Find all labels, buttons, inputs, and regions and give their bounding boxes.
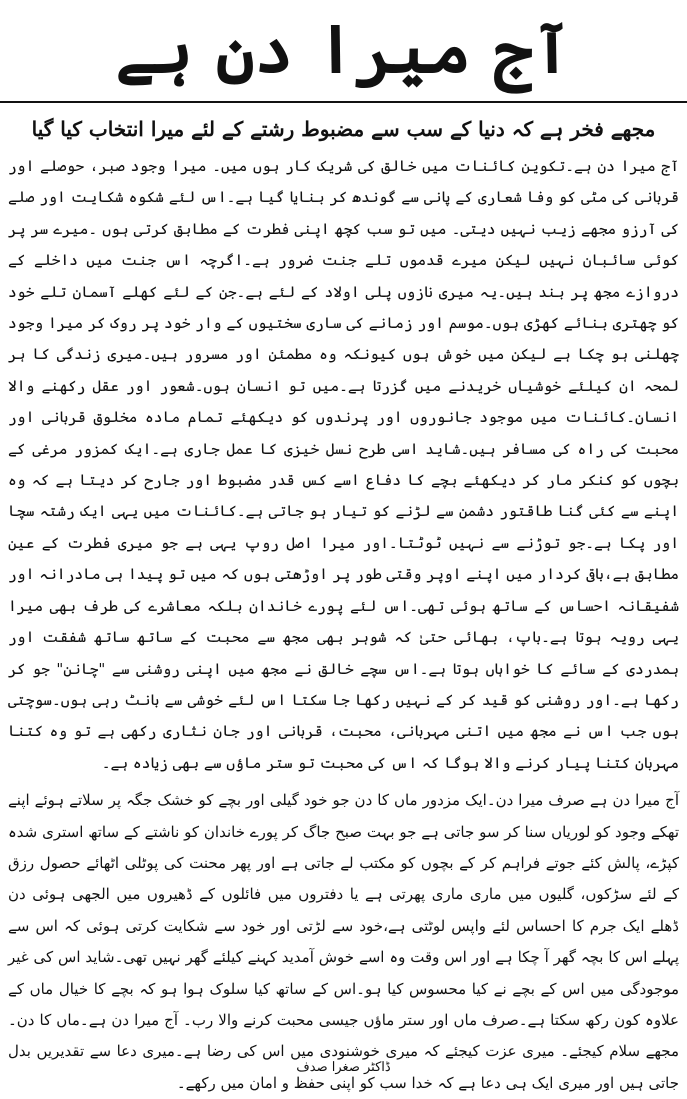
paragraph: آج میرا دن ہے۔تکوین کائنات میں خالق کی شریک کار ہوں میں۔ میرا وجود صبر، حوصلے اور قربانی کی مٹی کو وفا شعاری کے پانی سے گوندھ کر بنایا گیا ہے۔اس لئے شکوہ شکایت اور صلے کی آرزو مجھے زیب نہیں دیتی۔ میں تو سب کچھ اپنی فطرت کے مطابق کرتی ہوں ۔میرے سر پر کوئی سائبان نہیں لیکن میرے قدموں تلے جنت ضرور ہے۔اگرچہ اس جنت میں داخلے کے دروازے مجھ پر بند ہیں۔یہ میری نازوں پلی اولاد کے لئے ہے۔جن کے لئے کھلے آسمان تلے خود کو چھتری بنائے کھڑی ہوں۔موسم اور زمانے کی ساری سختیوں کے وار خود پر روک کر میرا وجود چھلنی ہو چکا ہے لیکن میں خوش ہوں کیونکہ وہ مطمئن اور مسرور ہیں۔میری زندگی کا ہر لمحہ ان کیلئے خوشیاں خریدنے میں گزرتا ہے۔میں تو انسان ہوں۔شعور اور عقل رکھنے والا انسان۔کائنات میں موجود جانوروں اور پرندوں کو دیکھئے تمام مادہ مخلوق قربانی اور محبت کی راہ کی مسافر ہیں۔شاید اسی طرح نسل خیزی کا عمل جاری ہے۔ایک کمزور مرغی کے بچوں کو کنکر مار کر دیکھئے بچے کا دفاع اسے کس قدر مضبوط اور جارح کر دیتا ہے کہ وہ اپنے سے کئی گنا طاقتور دشمن سے لڑنے کو تیار ہو جاتی ہے۔کائنات میں یہی ایک رشتہ سچا اور پکا ہے۔جو توڑنے سے نہیں ٹوٹتا۔اور میرا اصل روپ یہی ہے جو میری فطرت کے عین مطابق ہے،باقی کردار میں اپنے اوپر وقتی طور پر اوڑھتی ہوں کہ میں تو پیدا ہی مادرانہ اور شفیقانہ احساس کے ساتھ ہوئی تھی۔اس لئے پورے خاندان بلکہ معاشرے کی طرف بھی میرا یہی رویہ ہوتا ہے۔باپ، بھائی حتیٰ کہ شوہر بھی مجھ سے محبت کے ساتھ ساتھ شفقت اور ہمدردی کے سائے کا خواہاں ہوتا ہے۔اس سچے خالق نے مجھ میں اپنی روشنی سے "چانن" جو کر رکھا ہے۔اور روشنی کو قید کر کے نہیں رکھا جا سکتا اس لئے خوشی سے بانٹ رہی ہوں۔سوچتی ہوں جب اس نے مجھ میں اتنی مہربانی، محبت، قربانی اور جان نثاری رکھی ہے تو وہ کتنا مہربان کتنا پیار کرنے والا ہوگا کہ اس کی محبت تو ستر ماؤں سے بھی زیادہ ہے۔ [8, 157, 679, 772]
headline: آج میرا دن ہے [115, 10, 572, 88]
subtitle: مجھے فخر ہے کہ دنیا کے سب سے مضبوط رشتے کے لئے میرا انتخاب کیا گیا [31, 117, 656, 141]
paragraph: آج میرا دن ہے صرف میرا دن۔ایک مزدور ماں کا دن جو خود گیلی اور بچے کو خشک جگہ پر سلاتے ہوئے اپنے تھکے وجود کو لوریاں سنا کر سو جاتی ہے جو بہت صبح جاگ کر پورے خاندان کو ناشتے کے ساتھ استری شدہ کپڑے، پالش کئے جوتے فراہم کر کے بچوں کو مکتب لے جاتی ہے اور پھر محنت کی پوٹلی اٹھائے حصول رزق کے لئے سڑکوں، گلیوں میں ماری ماری پھرتی ہے یا دفتروں میں فائلوں کے ڈھیروں میں الجھی ہوئی دن ڈھلے ایک جرم کا احساس لئے واپس لوٹتی ہے،خود سے لڑتی اور خود سے شکایت کرتی ہوئی کہ اس سے پہلے اس کا بچہ گھر آ چکا ہے اور اس وقت وہ اسے خوش آمدید کہنے کیلئے گھر نہیں تھی۔شاید اس کی غیر موجودگی میں اس کے بچے نے کیا محسوس کیا ہو۔اس کے ساتھ کیا سلوک ہوا ہو کہ بچے کا خیال ماں کے علاوہ کون رکھ سکتا ہے۔صرف ماں اور ستر ماؤں جیسی محبت کرنے والا رب۔ آج میرا دن ہے۔ماں کا دن۔ مجھے سلام کیجئے۔ میری عزت کیجئے کہ میری خوشنودی میں اس کی رضا ہے۔میری دعا سے تقدیریں بدل جاتی ہیں اور میری ایک ہی دعا ہے کہ خدا سب کو اپنی حفظ و امان میں رکھے۔ [8, 791, 679, 1092]
author-byline: ڈاکٹر صغرا صدف [296, 1060, 391, 1075]
headline-divider [0, 101, 687, 103]
